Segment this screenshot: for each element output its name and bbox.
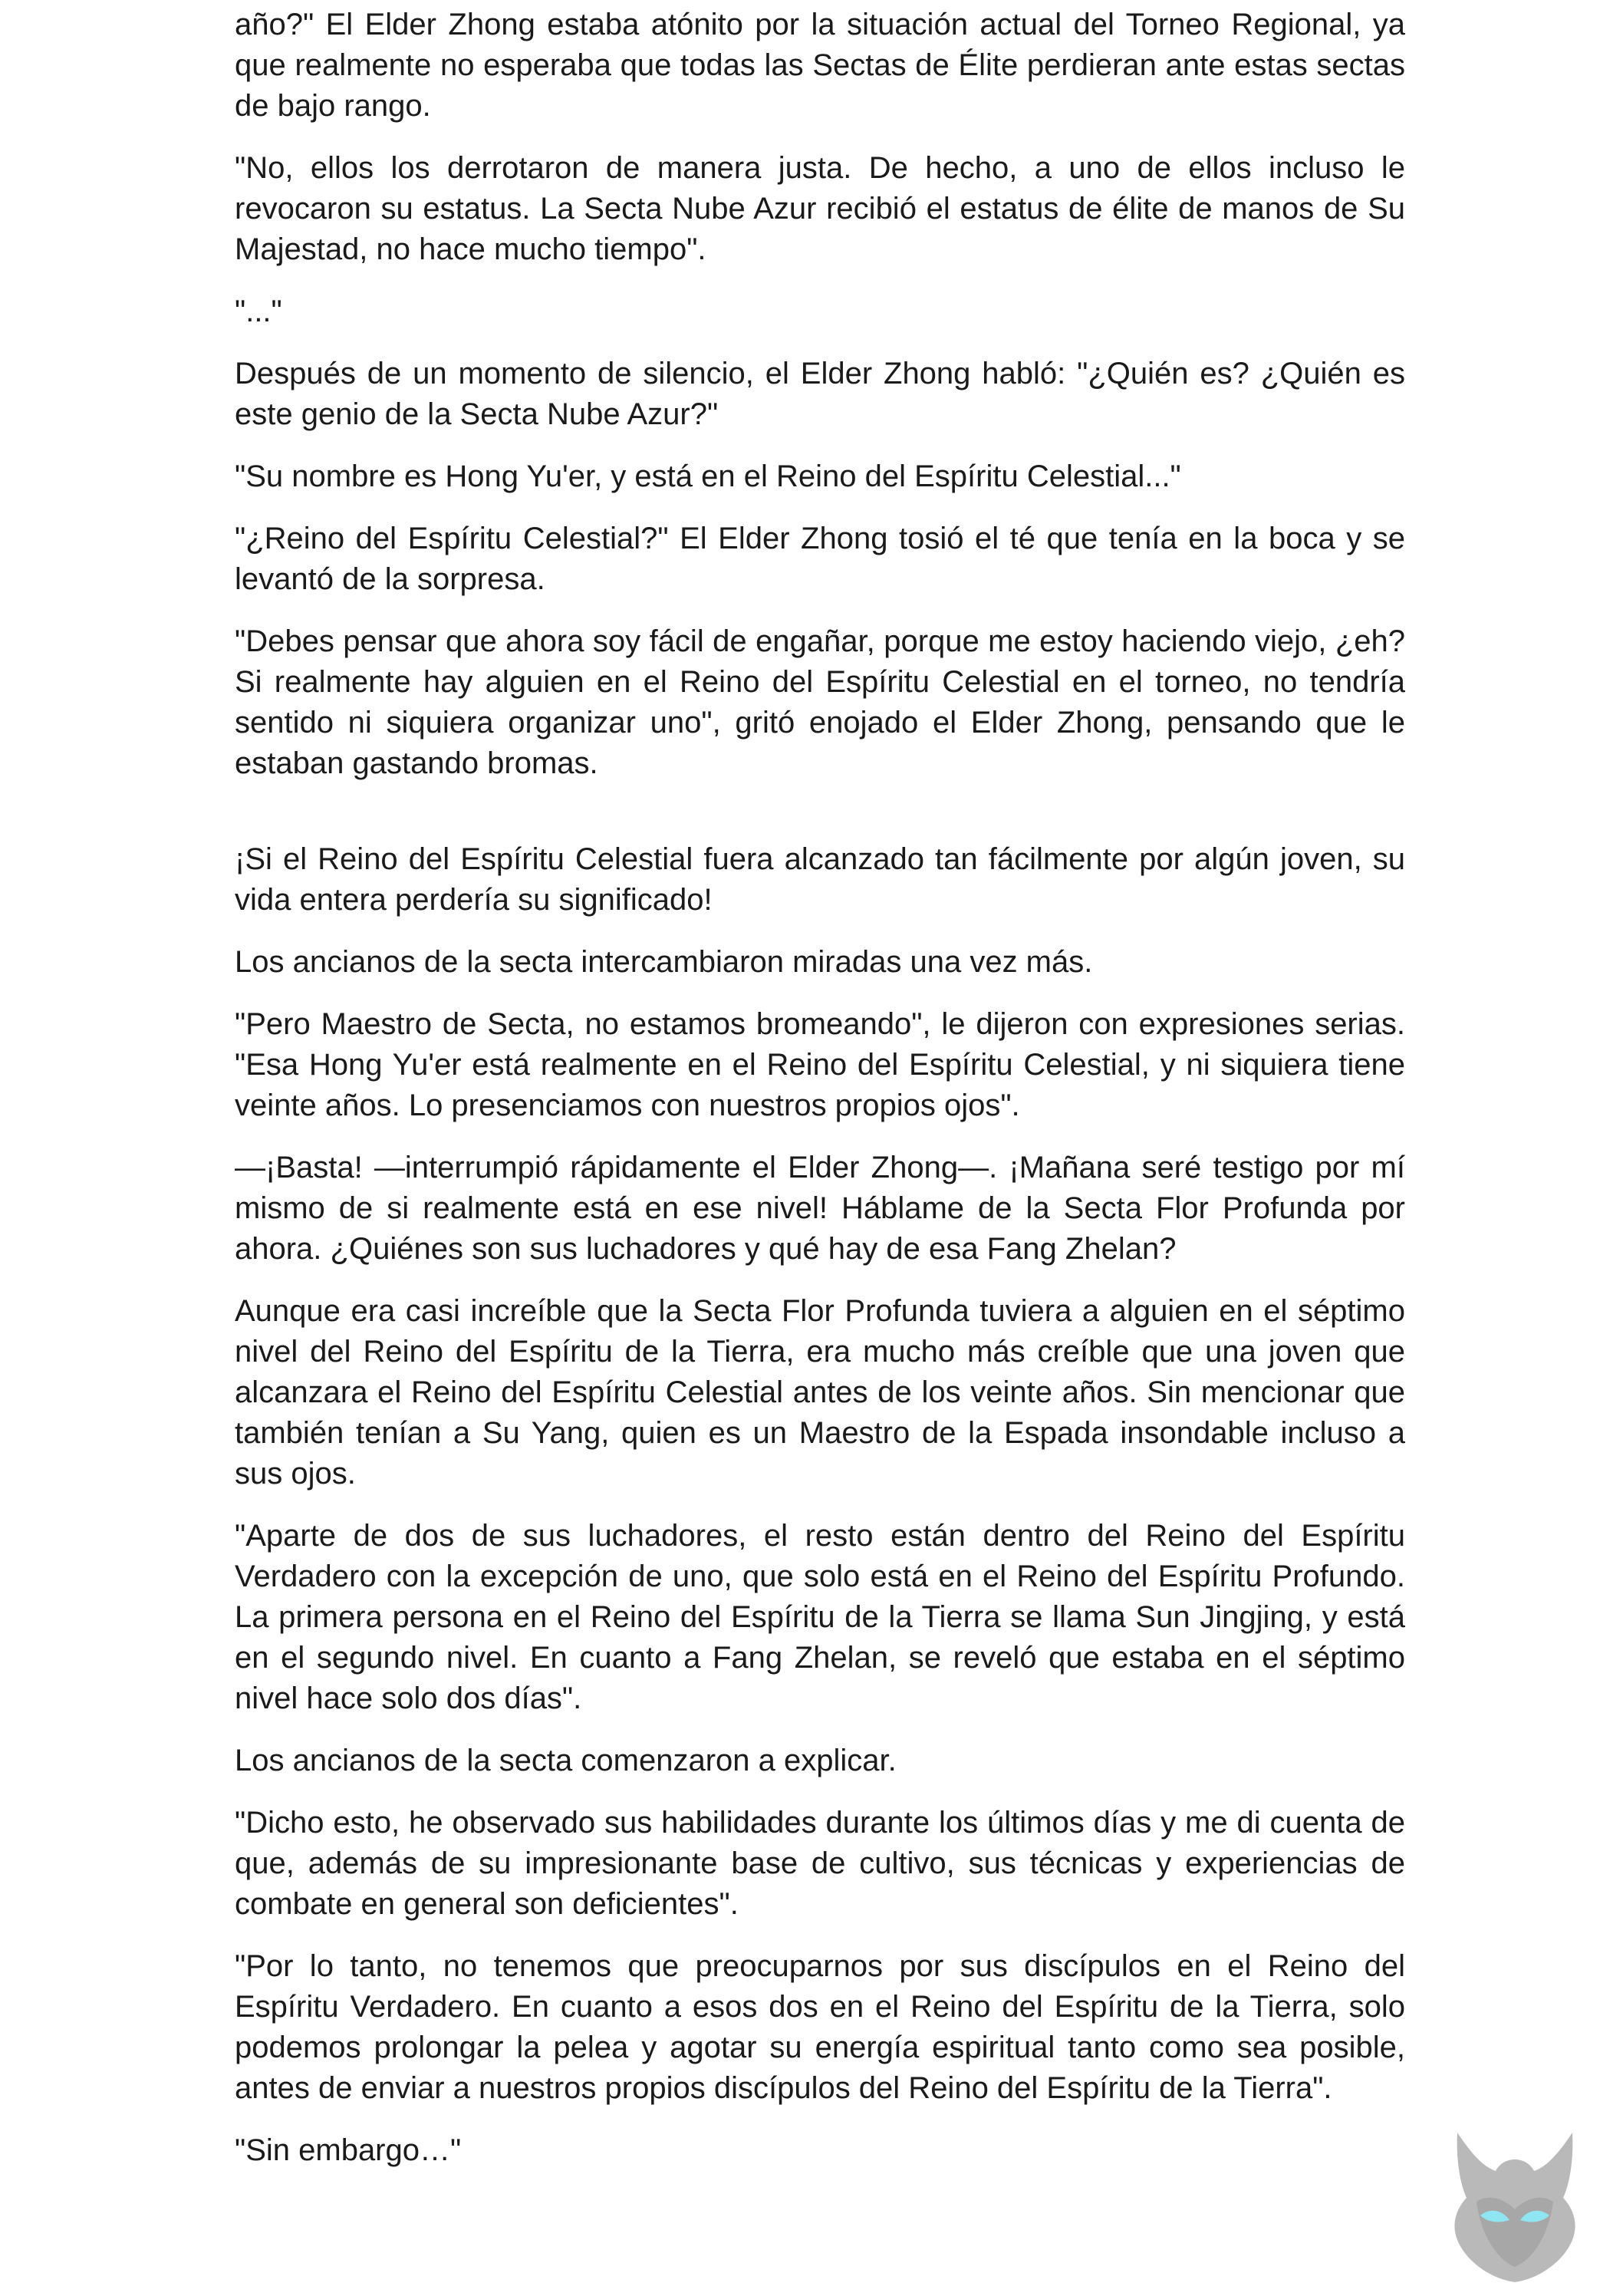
paragraph-2: "No, ellos los derrotaron de manera justa. De hecho, a uno de ellos incluso le revocaron su estatus. La Secta Nube Azur recibió el estatus de élite de manos de Su Majestad, no hace mucho tiempo". [235, 151, 1405, 266]
paragraph-12: Aunque era casi increíble que la Secta Flor Profunda tuviera a alguien en el séptimo nivel del Reino del Espíritu de la Tierra, era mucho más creíble que una joven que alcanzara el Reino del Espíritu Celestial antes de los veinte años. Sin mencionar que también tenían a Su Yang, quien es un Maestro de la Espada insondable incluso a sus ojos. [235, 1294, 1405, 1491]
paragraph-11: —¡Basta! —interrumpió rápidamente el Elder Zhong—. ¡Mañana seré testigo por mí mismo de si realmente está en ese nivel! Háblame de la Secta Flor Profunda por ahora. ¿Quiénes son sus luchadores y qué hay de esa Fang Zhelan? [235, 1151, 1405, 1266]
paragraph-10: "Pero Maestro de Secta, no estamos bromeando", le dijeron con expresiones serias. "Esa Hong Yu'er está realmente en el Reino del Espíritu Celestial, y ni siquiera tiene veinte años. Lo presenciamos con nuestros propios ojos". [235, 1007, 1405, 1122]
paragraph-6: "¿Reino del Espíritu Celestial?" El Elder Zhong tosió el té que tenía en la boca y se levantó de la sorpresa. [235, 522, 1405, 596]
document-page [235, 5, 1405, 2192]
paragraph-1: año?" El Elder Zhong estaba atónito por la situación actual del Torneo Regional, ya que realmente no esperaba que todas las Sectas de Élite perdieran ante estas sectas de bajo rango. [235, 8, 1405, 123]
demon-head-logo-icon [1442, 2125, 1588, 2286]
paragraph-17: "Sin embargo…" [235, 2133, 462, 2167]
paragraph-7: "Debes pensar que ahora soy fácil de engañar, porque me estoy haciendo viejo, ¿eh? Si realmente hay alguien en el Reino del Espíritu Celestial en el torneo, no tendría sentido ni siquiera organizar uno", gritó enojado el Elder Zhong, pensando que le estaban gastando bromas. [235, 624, 1405, 780]
paragraph-5: "Su nombre es Hong Yu'er, y está en el Reino del Espíritu Celestial..." [235, 460, 1181, 493]
paragraph-13: "Aparte de dos de sus luchadores, el resto están dentro del Reino del Espíritu Verdadero con la excepción de uno, que solo está en el Reino del Espíritu Profundo. La primera persona en el Reino del Espíritu de la Tierra se llama Sun Jingjing, y está en el segundo nivel. En cuanto a Fang Zhelan, se reveló que estaba en el séptimo nivel hace solo dos días". [235, 1519, 1405, 1715]
paragraph-9: Los ancianos de la secta intercambiaron miradas una vez más. [235, 945, 1093, 979]
paragraph-3: "..." [235, 295, 282, 328]
paragraph-14: Los ancianos de la secta comenzaron a explicar. [235, 1744, 897, 1777]
paragraph-16: "Por lo tanto, no tenemos que preocuparnos por sus discípulos en el Reino del Espíritu Verdadero. En cuanto a esos dos en el Reino del Espíritu de la Tierra, solo podemos prolongar la pelea y agotar su energía espiritual tanto como sea posible, antes de enviar a nuestros propios discípulos del Reino del Espíritu de la Tierra". [235, 1949, 1405, 2105]
paragraph-15: "Dicho esto, he observado sus habilidades durante los últimos días y me di cuenta de que, además de su impresionante base de cultivo, sus técnicas y experiencias de combate en general son deficientes". [235, 1806, 1405, 1921]
paragraph-8: ¡Si el Reino del Espíritu Celestial fuera alcanzado tan fácilmente por algún joven, su vida entera perdería su significado! [235, 842, 1405, 917]
paragraph-4: Después de un momento de silencio, el Elder Zhong habló: "¿Quién es? ¿Quién es este genio de la Secta Nube Azur?" [235, 357, 1405, 431]
